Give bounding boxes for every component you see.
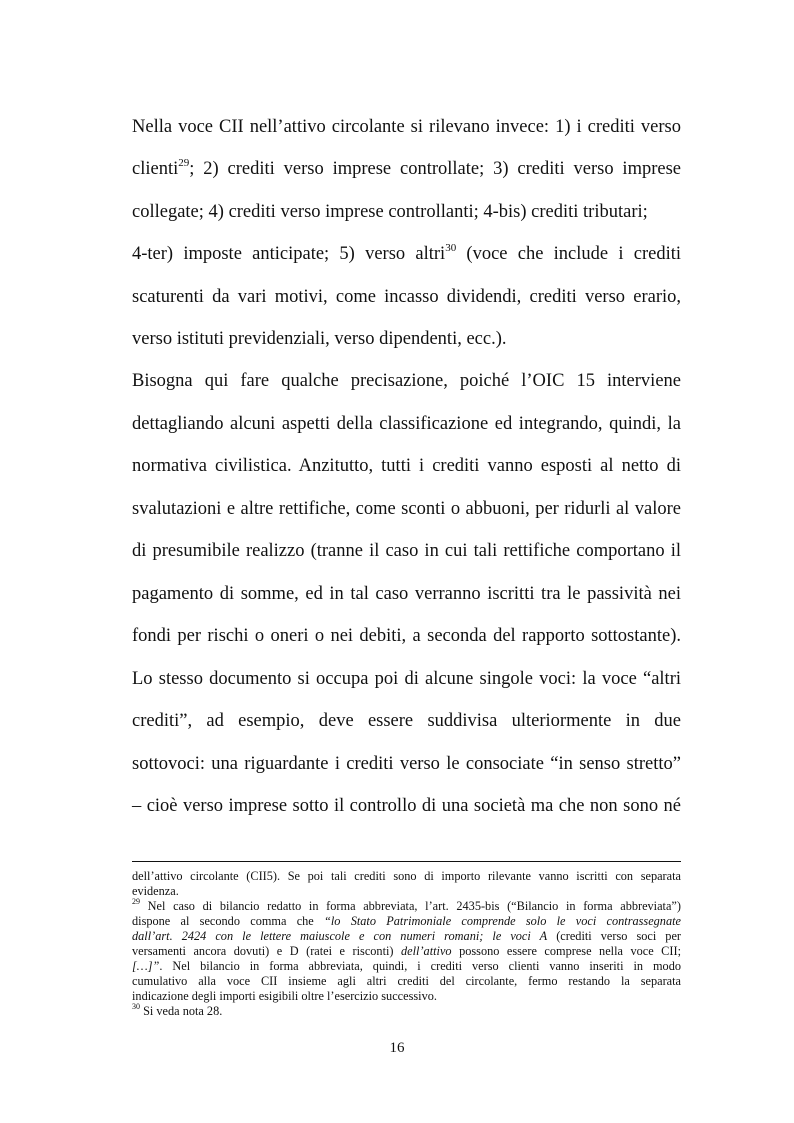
footnote-30-number: 30 — [132, 1001, 140, 1011]
footnote-29-number: 29 — [132, 896, 140, 906]
body-line-10: svalutazioni e altre rettifiche, come sconti o abbuoni, per ridurli al valore — [132, 499, 681, 519]
footnote-29-line-6: cumulativo alla voce CII insieme agli altri crediti del circolante, fermo restando la separata — [132, 974, 681, 988]
body-line-7: Bisogna qui fare qualche precisazione, poiché l’OIC 15 interviene — [132, 371, 681, 391]
footnote-ref-30[interactable]: 30 — [445, 241, 457, 254]
body-line-9: normativa civilistica. Anzitutto, tutti i crediti vanno esposti al netto di — [132, 456, 681, 476]
footnote-continuation-line-1: dell’attivo circolante (CII5). Se poi tali crediti sono di importo rilevante vanno iscritti con separata — [132, 869, 681, 883]
footnote-ref-29[interactable]: 29 — [178, 156, 190, 169]
body-line-16: sottovoci: una riguardante i crediti verso le consociate “in senso stretto” — [132, 754, 681, 774]
footnote-29-line-4: versamenti ancora dovuti) e D (ratei e risconti) dell’attivo possono essere comprese nella voce CII; — [132, 944, 681, 958]
body-line-14: Lo stesso documento si occupa poi di alcune singole voci: la voce “altri — [132, 669, 681, 689]
body-line-12: pagamento di somme, ed in tal caso verranno iscritti tra le passività nei — [132, 584, 681, 604]
body-line-6: verso istituti previdenziali, verso dipendenti, ecc.). — [132, 329, 507, 349]
footnote-continuation-line-2: evidenza. — [132, 884, 179, 898]
footnote-29-line-3: dall’art. 2424 con le lettere maiuscole e con numeri romani; le voci A (crediti verso soci per — [132, 929, 682, 943]
footnote-29-line-1: $^{29}$ Nel caso di bilancio redatto in forma abbreviata, l’art. 2435-bis (“Bilancio in forma abbreviata”) — [132, 896, 681, 913]
body-line-8: dettagliando alcuni aspetti della classificazione ed integrando, quindi, la — [132, 414, 681, 434]
footnote-29-line-7: indicazione degli importi esigibili oltre l’esercizio successivo. — [132, 989, 437, 1003]
page-number: 16 — [389, 1040, 405, 1056]
body-line-17: – cioè verso imprese sotto il controllo di una società ma che non sono né — [132, 796, 681, 816]
footnote-29-line-2: dispone al secondo comma che “lo Stato Patrimoniale comprende solo le voci contrassegnate — [132, 914, 681, 928]
body-line-5: scaturenti da vari motivi, come incasso dividendi, crediti verso erario, — [132, 287, 681, 307]
body-line-4: 4-ter) imposte anticipate; 5) verso altri$^{30}$ (voce che include i crediti — [132, 241, 681, 264]
body-line-1: Nella voce CII nell’attivo circolante si rilevano invece: 1) i crediti verso — [132, 117, 681, 137]
footnote-30: $^{30}$ Si veda nota 28. — [132, 1001, 223, 1018]
footnote-separator — [132, 861, 681, 862]
footnote-29-line-5: […]”. Nel bilancio in forma abbreviata, quindi, i crediti verso clienti vanno inseriti in modo — [132, 959, 681, 973]
body-line-13: fondi per rischi o oneri o nei debiti, a seconda del rapporto sottostante). — [132, 626, 681, 646]
body-line-11: di presumibile realizzo (tranne il caso in cui tali rettifiche comportano il — [132, 541, 681, 561]
body-line-3: collegate; 4) crediti verso imprese controllanti; 4-bis) crediti tributari; — [132, 202, 648, 222]
body-line-15: crediti”, ad esempio, deve essere suddivisa ulteriormente in due — [132, 711, 681, 731]
body-line-2: clienti$^{29}$; 2) crediti verso imprese controllate; 3) crediti verso imprese — [132, 156, 681, 179]
